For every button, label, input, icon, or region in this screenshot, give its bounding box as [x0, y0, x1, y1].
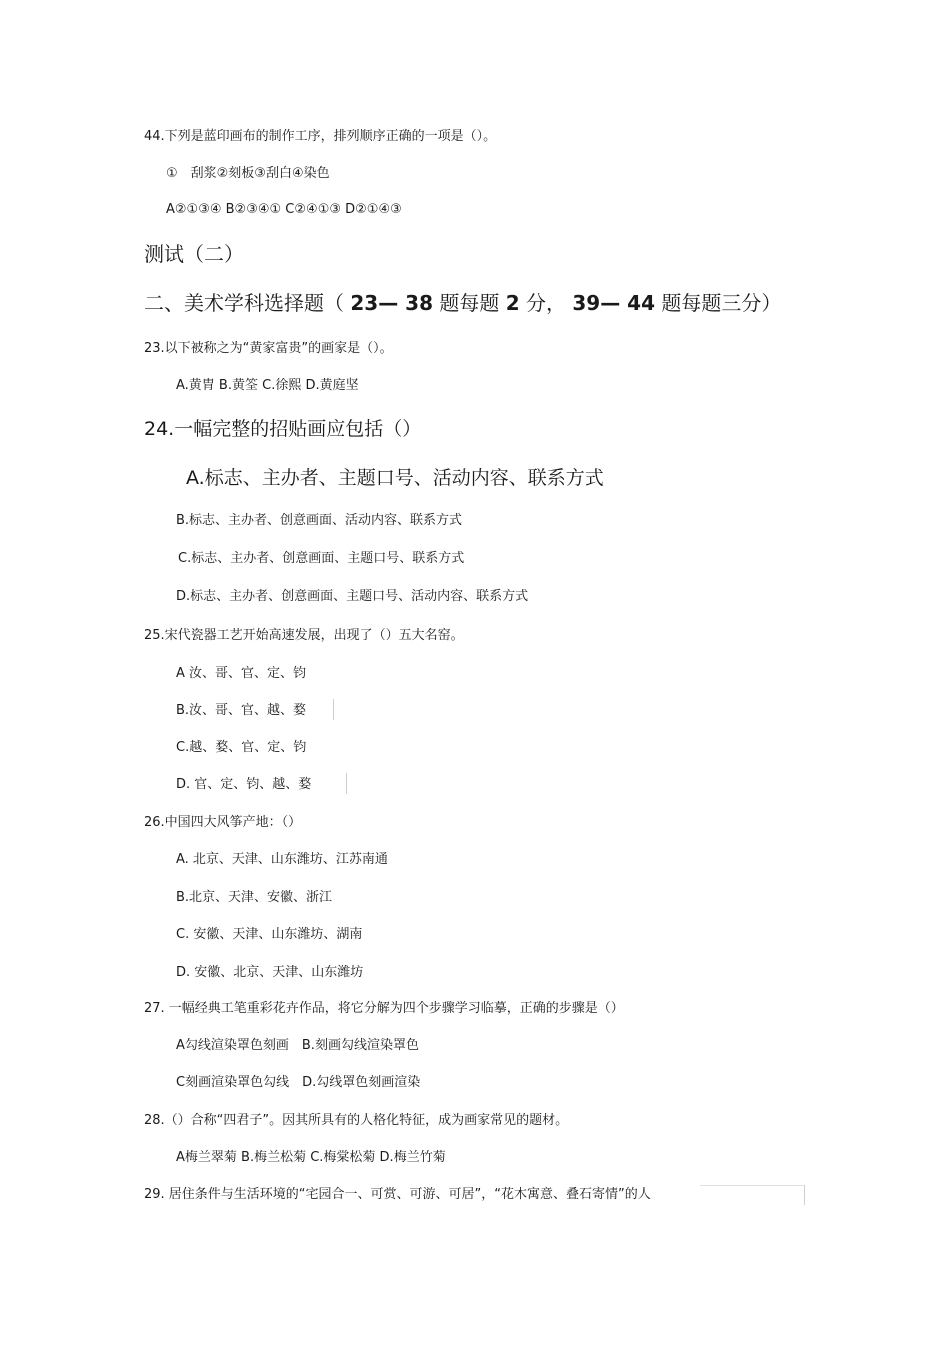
divider: [346, 773, 347, 794]
q25-option-c: C.越、婺、官、定、钧: [176, 740, 307, 755]
q25-stem: 25.宋代瓷器工艺开始高速发展，出现了（）五大名窑。: [144, 628, 464, 643]
q25-option-b: B.汝、哥、官、越、婺: [176, 703, 307, 718]
heading-suffix: 题每题三分）: [661, 291, 782, 315]
q44-steps: ① 刮浆②刻板③刮白④染色: [166, 166, 330, 181]
q26-option-a: A. 北京、天津、山东潍坊、江苏南通: [176, 852, 388, 867]
section-heading: [144, 293, 781, 313]
q24-option-d: D.标志、主办者、创意画面、主题口号、活动内容、联系方式: [176, 589, 529, 604]
q44-stem: 44.下列是蓝印画布的制作工序，排列顺序正确的一项是（）。: [144, 129, 497, 144]
q26-option-b: B.北京、天津、安徽、浙江: [176, 890, 333, 905]
heading-range2: 39— 44: [572, 291, 655, 315]
q23-stem: 23.以下被称之为“黄家富贵”的画家是（）。: [144, 341, 393, 356]
divider: [804, 1185, 805, 1205]
q24-stem: 24.一幅完整的招贴画应包括（）: [144, 418, 422, 440]
divider: [333, 699, 334, 720]
q23-options: A.黄胄 B.黄筌 C.徐熙 D.黄庭坚: [176, 378, 359, 393]
q24-option-a: A.标志、主办者、主题口号、活动内容、联系方式: [186, 467, 604, 489]
q26-stem: 26.中国四大风筝产地：（）: [144, 815, 302, 830]
q25-option-a: A 汝、哥、官、定、钧: [176, 666, 307, 681]
heading-mid1: 题每题: [439, 291, 500, 315]
section-title: 测试（二）: [144, 242, 244, 266]
heading-points: 2: [505, 291, 520, 315]
q26-option-d: D. 安徽、北京、天津、山东潍坊: [176, 965, 364, 980]
q27-stem: 27. 一幅经典工笔重彩花卉作品，将它分解为四个步骤学习临摹，正确的步骤是（）: [144, 1001, 624, 1016]
divider: [700, 1185, 804, 1186]
q28-stem: 28.（）合称“四君子”。因其所具有的人格化特征，成为画家常见的题材。: [144, 1113, 569, 1128]
q29-stem: 29. 居住条件与生活环境的“宅园合一、可赏、可游、可居”，“花木寓意、叠石寄情”的人: [144, 1187, 651, 1202]
q24-option-c: C.标志、主办者、创意画面、主题口号、联系方式: [178, 551, 465, 566]
q24-option-b: B.标志、主办者、创意画面、活动内容、联系方式: [176, 513, 463, 528]
q27-options-cd: C刻画渲染罩色勾线 D.勾线罩色刻画渲染: [176, 1075, 421, 1090]
heading-prefix: 二、美术学科选择题（: [144, 291, 344, 315]
q26-option-c: C. 安徽、天津、山东潍坊、湖南: [176, 927, 363, 942]
q25-option-d: D. 官、定、钧、越、婺: [176, 777, 312, 792]
q27-options-ab: A勾线渲染罩色刻画 B.刻画勾线渲染罩色: [176, 1038, 419, 1053]
q44-options: A②①③④ B②③④① C②④①③ D②①④③: [166, 202, 402, 217]
heading-mid2: 分，: [526, 291, 566, 315]
q28-options: A梅兰翠菊 B.梅兰松菊 C.梅棠松菊 D.梅兰竹菊: [176, 1150, 446, 1165]
heading-range1: 23— 38: [350, 291, 433, 315]
